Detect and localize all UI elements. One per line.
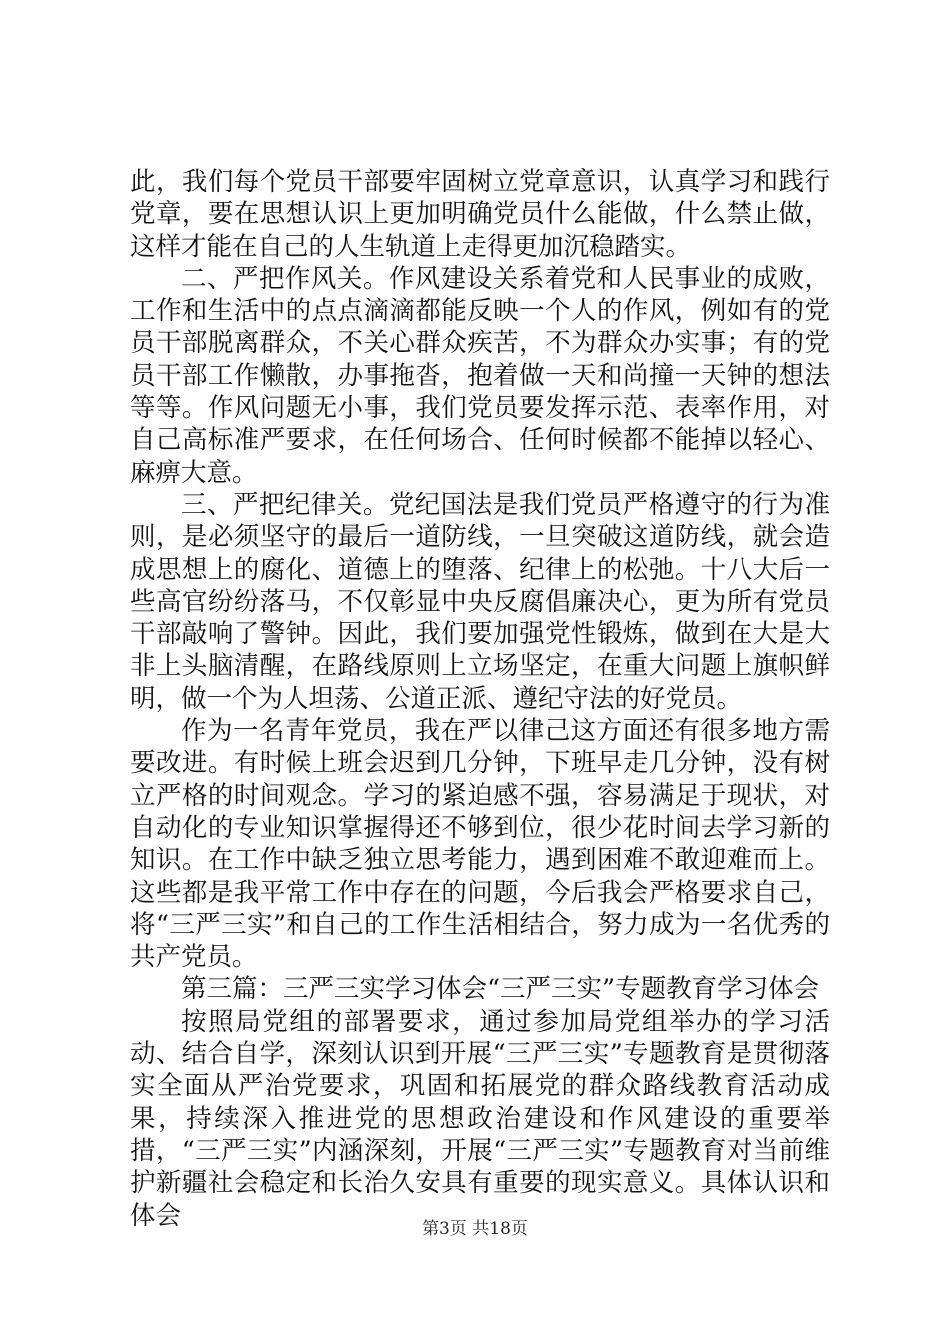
paragraph-continuation: 此，我们每个党员干部要牢固树立党章意识，认真学习和践行党章，要在思想认识上更加明确党员什么能做，什么禁止做，这样才能在自己的人生轨道上走得更加沉稳踏实。: [130, 167, 830, 262]
paragraph-self-reflection: 作为一名青年党员，我在严以律己这方面还有很多地方需要改进。有时候上班会迟到几分钟，下班早走几分钟，没有树立严格的时间观念。学习的紧迫感不强，容易满足于现状，对自动化的专业知识掌握得还不够到位，很少花时间去学习新的知识。在工作中缺乏独立思考能力，遇到困难不敢迎难而上。这些都是我平常工作中存在的问题，今后我会严格要求自己，将“三严三实”和自己的工作生活相结合，努力成为一名优秀的共产党员。: [130, 716, 830, 973]
page-number-footer: 第3页 共18页: [422, 1219, 528, 1239]
paragraph-study-intro: 按照局党组的部署要求，通过参加局党组举办的学习活动、结合自学，深刻认识到开展“三严三实”专题教育是贯彻落实全面从严治党要求，巩固和拓展党的群众路线教育活动成果，持续深入推进党的思想政治建设和作风建设的重要举措，“三严三实”内涵深刻，开展“三严三实”专题教育对当前维护新疆社会稳定和长治久安具有重要的现实意义。具体认识和体会: [130, 1006, 830, 1231]
paragraph-style-section: 二、严把作风关。作风建设关系着党和人民事业的成败，工作和生活中的点点滴滴都能反映一个人的作风，例如有的党员干部脱离群众，不关心群众疾苦，不为群众办实事；有的党员干部工作懒散，办事拖沓，抱着做一天和尚撞一天钟的想法等等。作风问题无小事，我们党员要发挥示范、表率作用，对自己高标准严要求，在任何场合、任何时候都不能掉以轻心、麻痹大意。: [130, 263, 830, 488]
paragraph-discipline-section: 三、严把纪律关。党纪国法是我们党员严格遵守的行为准则，是必须坚守的最后一道防线，一旦突破这道防线，就会造成思想上的腐化、道德上的堕落、纪律上的松弛。十八大后一些高官纷纷落马，不仅彰显中央反腐倡廉决心，更为所有党员干部敲响了警钟。因此，我们要加强党性锻炼，做到在大是大非上头脑清醒，在路线原则上立场坚定，在重大问题上旗帜鲜明，做一个为人坦荡、公道正派、遵纪守法的好党员。: [130, 489, 830, 714]
section-heading: 第三篇：三严三实学习体会“三严三实”专题教育学习体会: [181, 974, 820, 1005]
document-body: [130, 166, 830, 1232]
